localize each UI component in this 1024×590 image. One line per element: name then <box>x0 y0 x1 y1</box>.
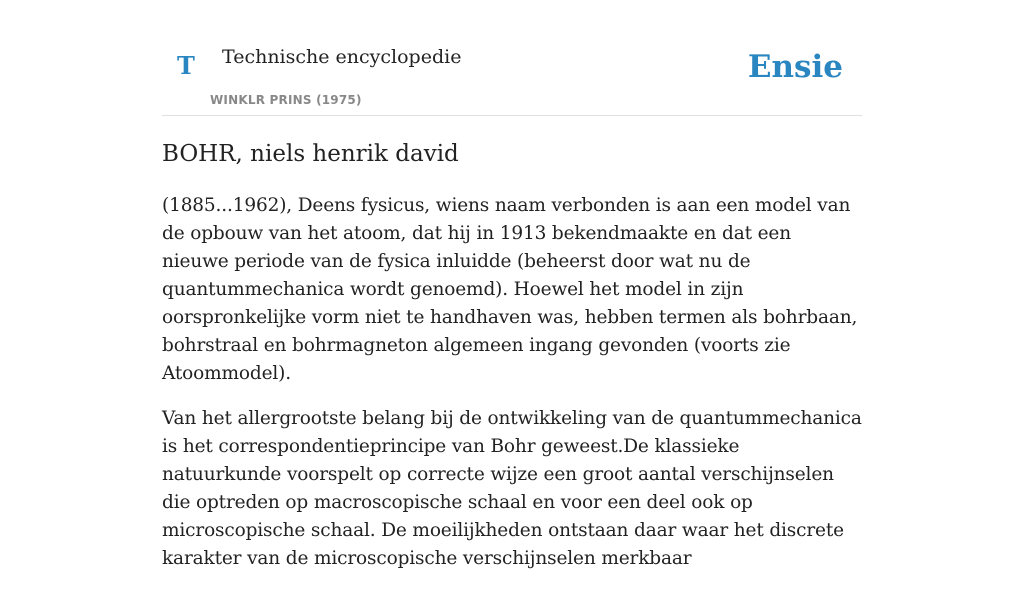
source-meta: WINKLR PRINS (1975) <box>210 93 362 107</box>
article-paragraph: Van het allergrootste belang bij de ontwikkeling van de quantummechanica is het correspondentieprincipe van Bohr geweest.De klassieke natuurkunde voorspelt op correcte wijze een groot aantal verschijnselen die optreden op macroscopische schaal en voor een deel ook op microscopische schaal. De moeilijkheden ontstaan daar waar het discrete karakter van de microscopische verschijnselen merkbaar <box>162 407 862 569</box>
article-header <box>162 40 862 116</box>
article-title: BOHR, niels henrik david <box>162 141 459 167</box>
brand-logo[interactable]: Ensie <box>747 49 843 85</box>
source-title-link[interactable]: Technische encyclopedie <box>222 46 462 68</box>
article-paragraph: (1885...1962), Deens fysicus, wiens naam verbonden is aan een model van de opbouw van het atoom, dat hij in 1913 bekendmaakte en dat een nieuwe periode van de fysica inluidde (beheerst door wat nu de quantummechanica wordt genoemd). Hoewel het model in zijn oorspronkelijke vorm niet te handhaven was, hebben termen als bohrbaan, bohrstraal en bohrmagneton algemeen ingang gevonden (voorts zie Atoommodel). <box>162 194 858 384</box>
article-body <box>162 140 862 590</box>
source-logo-icon[interactable]: T <box>177 51 195 80</box>
